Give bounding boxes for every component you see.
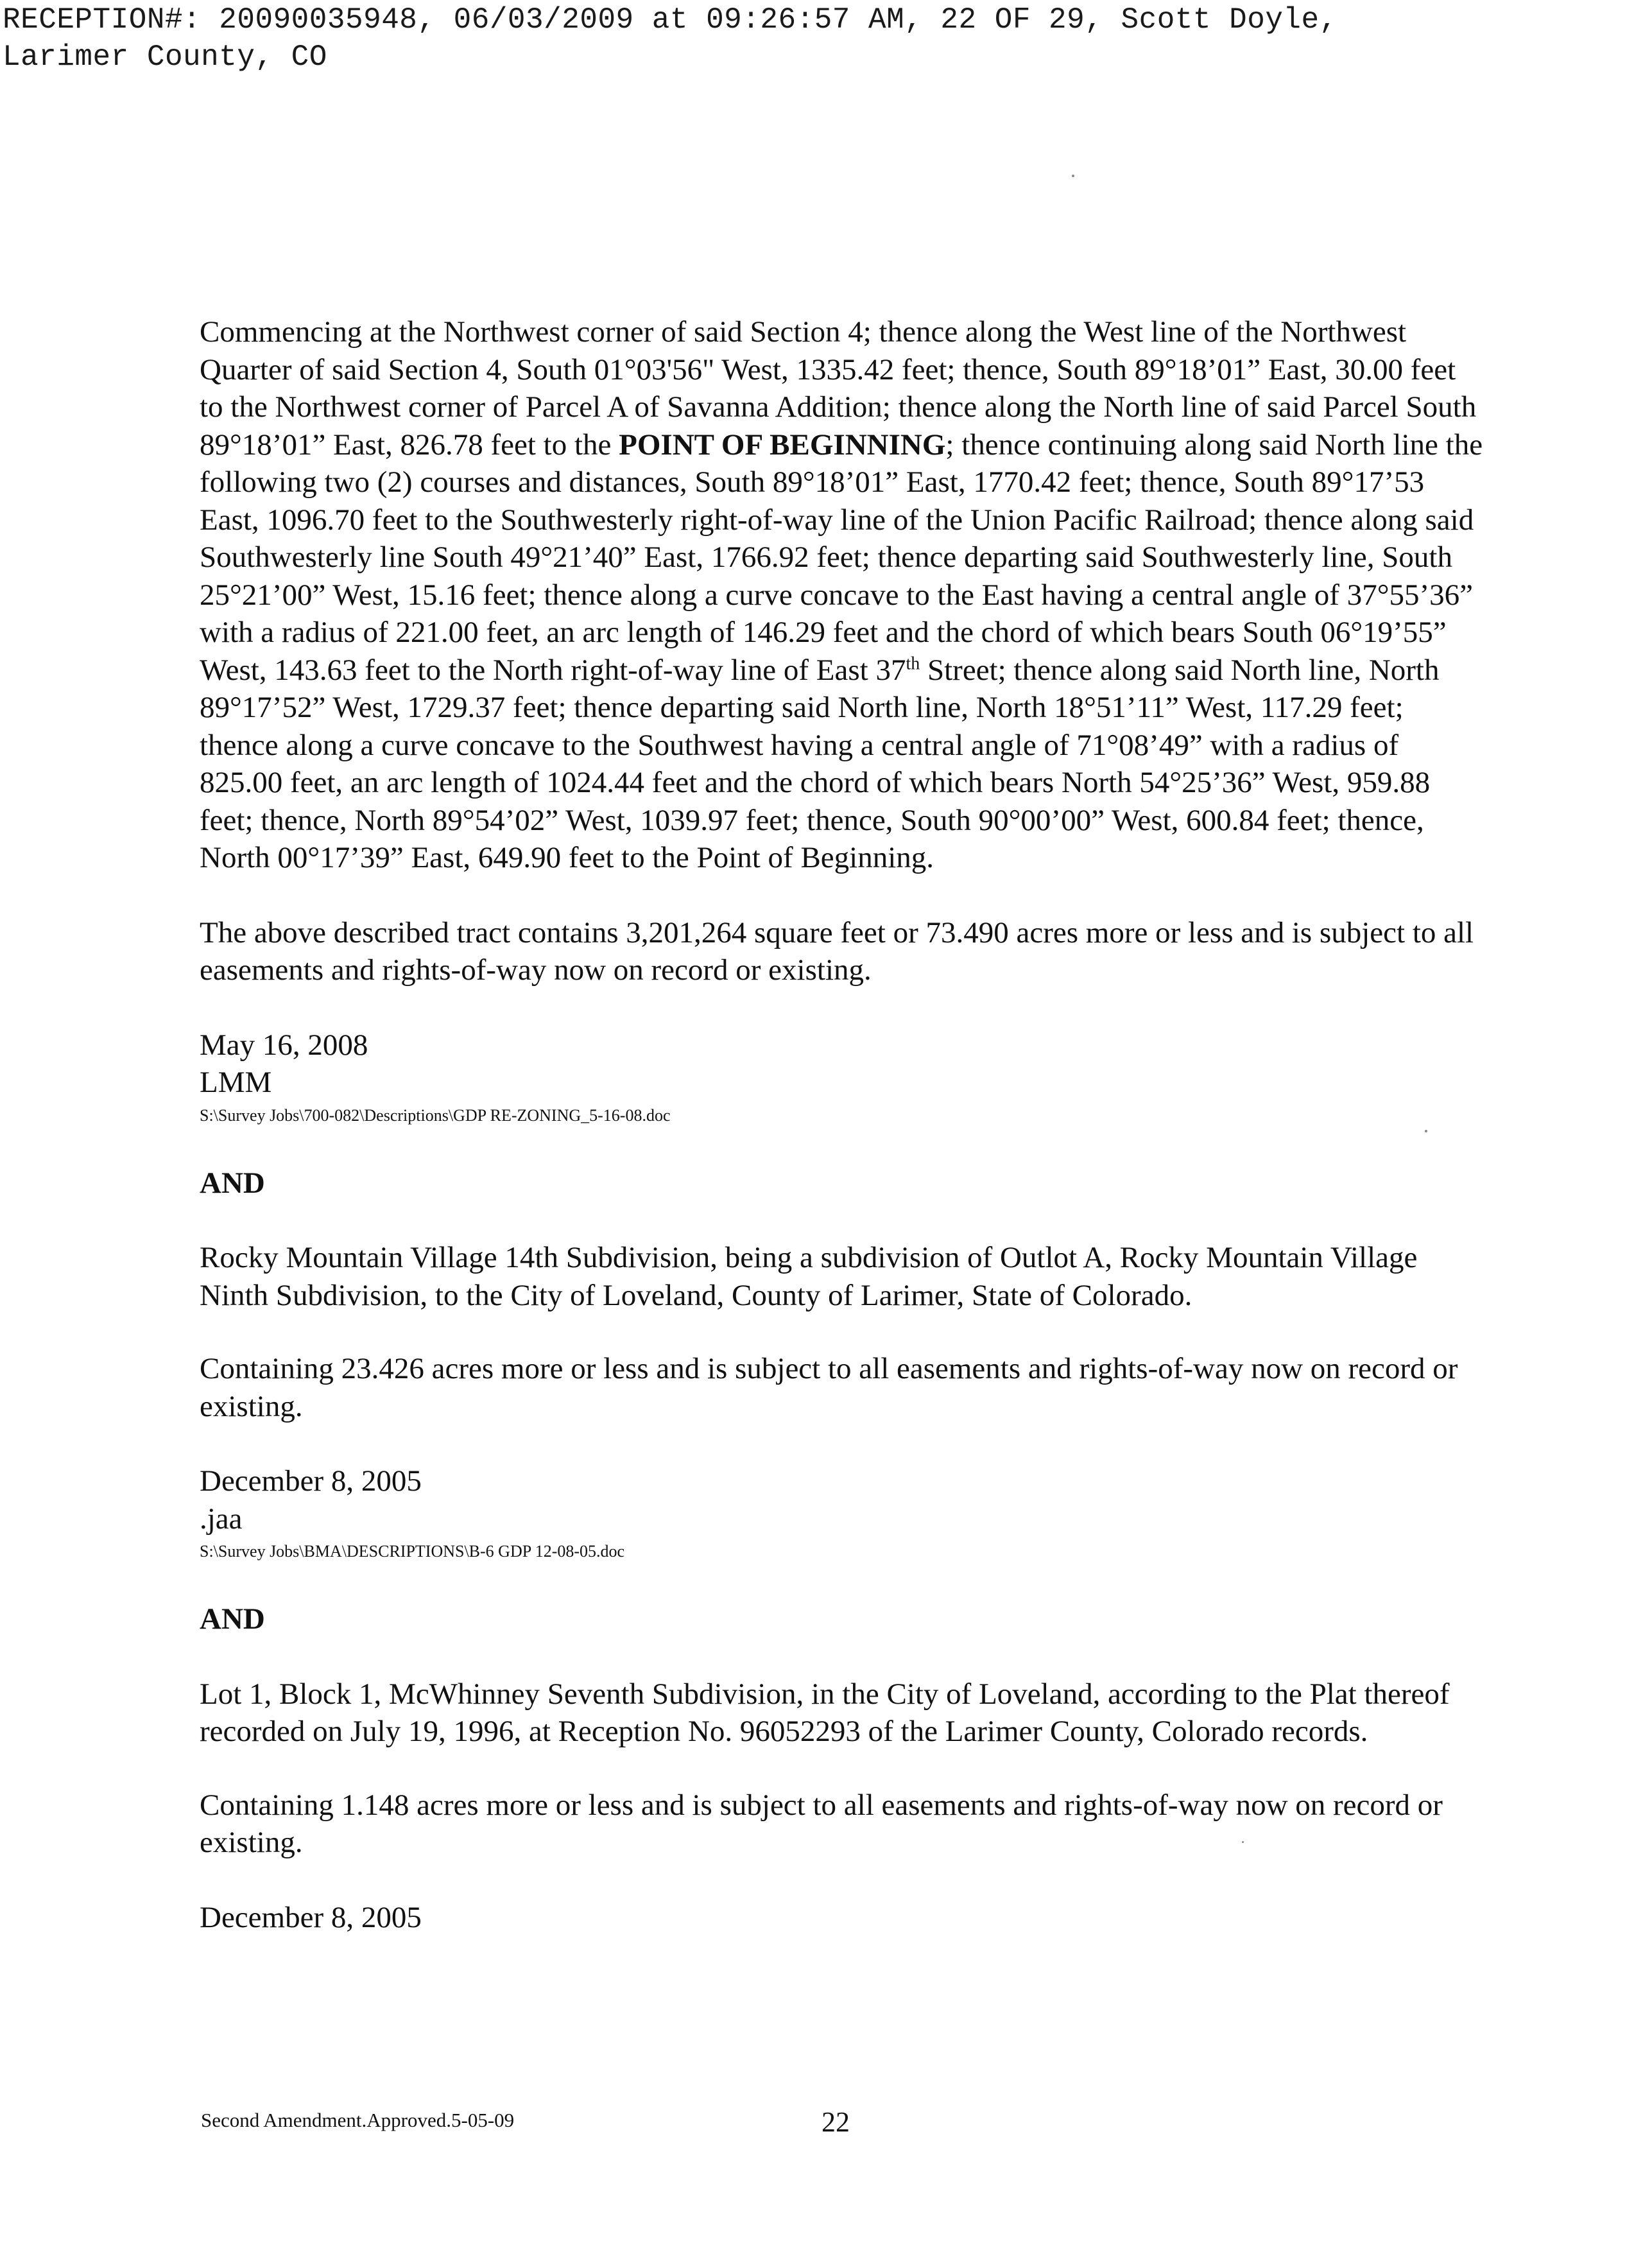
legal-description-text-2: ; thence continuing along said North line the following two (2) courses and distances, South 89°18’01” East, 1770.42 feet; thence, South 89°17’53 East, 1096.70 feet to the Southwesterly right-of-way line of the Union Pacific Railroad; thence along said Southwesterly line South 49°21’40” East, 1766.92 feet; thence departing said Southwesterly line, South 25°21’00” West, 15.16 feet; thence along a curve concave to the East having a central angle of 37°55’36” with a radius of 221.00 feet, an arc length of 146.29 feet and the chord of which bears South 06°19’55” West, 143.63 feet to the North right-of-way line of East 37 <box>200 428 1483 687</box>
recording-header <box>3 1 1338 76</box>
legal-description-text-3: Street; thence along said North line, North 89°17’52” West, 1729.37 feet; thence departing said North line, North 18°51’11” West, 117.29 feet; thence along a curve concave to the Southwest having a central angle of 71°08’49” with a radius of 825.00 feet, an arc length of 1024.44 feet and the chord of which bears North 54°25’36” West, 959.88 feet; thence, North 89°54’02” West, 1039.97 feet; thence, South 90°00’00” West, 600.84 feet; thence, North 00°17’39” East, 649.90 feet to the Point of Beginning. <box>200 653 1440 874</box>
ordinal-superscript: th <box>906 653 920 673</box>
legal-description-paragraph <box>200 313 1483 877</box>
footer-document-name: Second Amendment.Approved.5-05-09 <box>201 2109 515 2131</box>
page-number: 22 <box>822 2106 850 2138</box>
rocky-mountain-file-path: S:\Survey Jobs\BMA\DESCRIPTIONS\B-6 GDP 12-08-05.doc <box>200 1542 625 1561</box>
lot-paragraph: Lot 1, Block 1, McWhinney Seventh Subdivision, in the City of Loveland, according to the Plat thereof recorded on July 19, 1996, at Reception No. 96052293 of the Larimer County, Colorado records. <box>200 1677 1450 1748</box>
document-body <box>200 313 1483 1936</box>
scan-speck <box>1242 1841 1244 1843</box>
legal-description-text-1: Commencing at the Northwest corner of said Section 4; thence along the West line of the Northwest Quarter of said Section 4, South 01°03'56" West, 1335.42 feet; thence, South 89°18’01” East, 30.00 feet to the Northwest corner of Parcel A of Savanna Addition; thence along the North line of said Parcel South 89°18’01” East, 826.78 feet to the <box>200 315 1477 462</box>
tract-area-paragraph: The above described tract contains 3,201,264 square feet or 73.490 acres more or less and is subject to all easements and rights-of-way now on record or existing. <box>200 915 1474 987</box>
header-line-2: Larimer County, CO <box>3 40 327 74</box>
rocky-mountain-date: December 8, 2005 <box>200 1464 422 1498</box>
point-of-beginning: POINT OF BEGINNING <box>619 428 946 462</box>
description-date: May 16, 2008 <box>200 1028 368 1062</box>
lot-date: December 8, 2005 <box>200 1900 422 1934</box>
header-line-1: RECEPTION#: 20090035948, 06/03/2009 at 09:26:57 AM, 22 OF 29, Scott Doyle, <box>3 3 1338 37</box>
rocky-mountain-area-paragraph: Containing 23.426 acres more or less and is subject to all easements and rights-of-way now on record or existing. <box>200 1352 1458 1423</box>
and-separator-2: AND <box>200 1602 265 1636</box>
lot-area-paragraph: Containing 1.148 acres more or less and is subject to all easements and rights-of-way now on record or existing. <box>200 1788 1443 1859</box>
scan-speck <box>1072 175 1074 177</box>
scan-speck <box>1425 1130 1427 1132</box>
rocky-mountain-initials: .jaa <box>200 1502 243 1536</box>
description-initials: LMM <box>200 1066 272 1099</box>
and-separator-1: AND <box>200 1166 265 1200</box>
rocky-mountain-paragraph: Rocky Mountain Village 14th Subdivision, being a subdivision of Outlot A, Rocky Mountain Village Ninth Subdivision, to the City of Loveland, County of Larimer, State of Colorado. <box>200 1241 1418 1312</box>
description-file-path: S:\Survey Jobs\700-082\Descriptions\GDP RE-ZONING_5-16-08.doc <box>200 1105 671 1125</box>
